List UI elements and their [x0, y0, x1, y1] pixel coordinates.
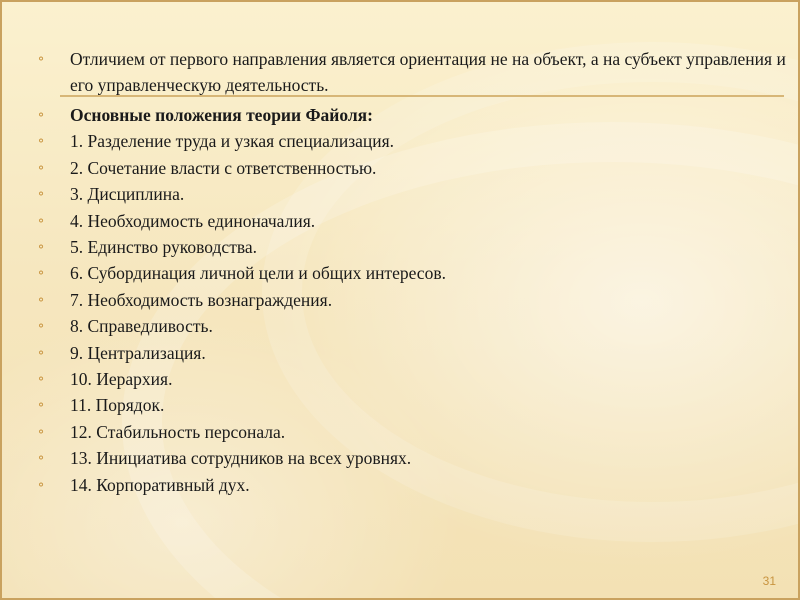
list-item-text: 11. Порядок. [70, 395, 165, 416]
bullet-icon: ⚬ [36, 240, 47, 255]
bullet-icon: ⚬ [36, 292, 47, 307]
list-item-text: 2. Сочетание власти с ответственностью. [70, 157, 377, 178]
bullet-icon: ⚬ [36, 424, 47, 439]
bullet-icon: ⚬ [36, 187, 47, 202]
bullet-icon: ⚬ [36, 319, 47, 334]
list-item-text: 12. Стабильность персонала. [70, 421, 286, 442]
bullet-icon: ⚬ [36, 477, 47, 492]
list-item [32, 287, 787, 313]
list-item-text: 1. Разделение труда и узкая специализация. [70, 131, 395, 152]
list-item-text: 5. Единство руководства. [70, 237, 258, 258]
list-item [32, 419, 787, 445]
list-item-intro [32, 46, 787, 98]
list-item [32, 366, 787, 392]
bullet-icon: ⚬ [36, 345, 47, 360]
list-item-text: 10. Иерархия. [70, 369, 173, 390]
list-item [32, 472, 787, 498]
list-item-text: 13. Инициатива сотрудников на всех уровнях. [70, 448, 412, 469]
bullet-list [32, 46, 787, 498]
list-item-text: 9. Централизация. [70, 342, 206, 363]
list-item [32, 313, 787, 339]
list-item [32, 155, 787, 181]
bullet-icon: ⚬ [36, 372, 47, 387]
list-item [32, 340, 787, 366]
page-number: 31 [762, 574, 776, 588]
list-item [32, 445, 787, 471]
list-item [32, 208, 787, 234]
intro-text: Отличием от первого направления является ориентация не на объект, а на субъект управления и его управленческую деятельность. [70, 49, 786, 95]
bullet-icon: ⚬ [36, 160, 47, 175]
bullet-icon: ⚬ [36, 108, 47, 122]
list-item [32, 128, 787, 154]
list-item [32, 260, 787, 286]
bullet-icon: ⚬ [36, 266, 47, 281]
list-item-text: 14. Корпоративный дух. [70, 474, 250, 495]
bullet-icon: ⚬ [36, 451, 47, 466]
bullet-icon: ⚬ [36, 134, 47, 149]
list-item [32, 181, 787, 207]
list-item-heading [32, 102, 787, 128]
list-item-text: 7. Необходимость вознаграждения. [70, 289, 333, 310]
bullet-icon: ⚬ [36, 398, 47, 413]
list-item-text: 4. Необходимость единоначалия. [70, 210, 316, 231]
list-item-text: 3. Дисциплина. [70, 184, 185, 205]
bullet-icon: ⚬ [36, 213, 47, 228]
list-item [32, 234, 787, 260]
list-item-text: 6. Субординация личной цели и общих интересов. [70, 263, 446, 284]
bullet-icon: ⚬ [36, 52, 47, 66]
list-item-text: 8. Справедливость. [70, 316, 213, 337]
list-item [32, 392, 787, 418]
heading-text: Основные положения теории Файоля: [70, 105, 373, 125]
